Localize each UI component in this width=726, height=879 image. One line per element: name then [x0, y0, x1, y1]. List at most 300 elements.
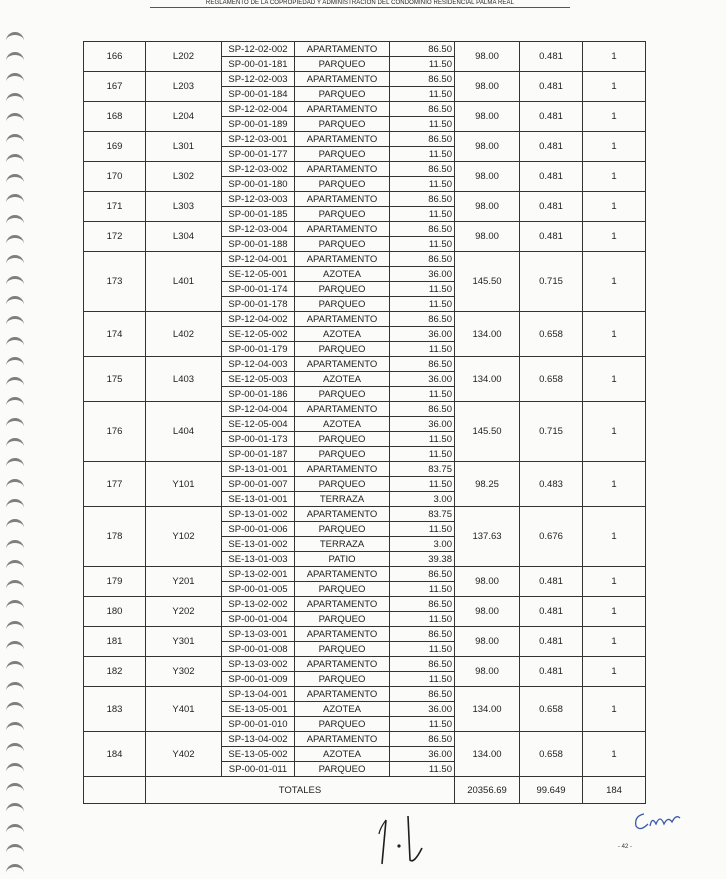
- area-value: 83.75: [390, 507, 455, 522]
- property-type: APARTAMENTO: [295, 627, 390, 642]
- binding-ring: [6, 93, 24, 104]
- property-type: APARTAMENTO: [295, 657, 390, 672]
- alicuota-value: 0.481: [520, 72, 583, 102]
- row-number: 169: [84, 132, 146, 162]
- row-number: 179: [84, 567, 146, 597]
- property-type: PARQUEO: [295, 762, 390, 777]
- cadastral-code: SP-00-01-180: [222, 177, 295, 192]
- property-type: PARQUEO: [295, 342, 390, 357]
- property-type: PARQUEO: [295, 387, 390, 402]
- alicuota-value: 0.658: [520, 687, 583, 732]
- property-type: AZOTEA: [295, 417, 390, 432]
- area-value: 11.50: [390, 717, 455, 732]
- binding-ring: [6, 560, 24, 571]
- property-type: PARQUEO: [295, 672, 390, 687]
- handwritten-initials: [630, 808, 690, 834]
- cadastral-code: SP-12-03-001: [222, 132, 295, 147]
- alicuota-value: 0.658: [520, 357, 583, 402]
- property-type: PARQUEO: [295, 87, 390, 102]
- property-type: PARQUEO: [295, 177, 390, 192]
- binding-ring: [6, 499, 24, 510]
- property-type: APARTAMENTO: [295, 687, 390, 702]
- alicuota-value: 0.481: [520, 192, 583, 222]
- total-area: 134.00: [455, 357, 520, 402]
- property-type: APARTAMENTO: [295, 162, 390, 177]
- area-value: 86.50: [390, 312, 455, 327]
- total-area: 134.00: [455, 687, 520, 732]
- cadastral-code: SP-00-01-189: [222, 117, 295, 132]
- binding-ring: [6, 194, 24, 205]
- area-value: 3.00: [390, 537, 455, 552]
- property-type: APARTAMENTO: [295, 507, 390, 522]
- unit-code: L301: [146, 132, 222, 162]
- row-number: 176: [84, 402, 146, 462]
- cadastral-code: SE-12-05-001: [222, 267, 295, 282]
- vote-count: 1: [583, 132, 646, 162]
- area-value: 11.50: [390, 87, 455, 102]
- binding-ring: [6, 134, 24, 145]
- binding-ring: [6, 702, 24, 713]
- cadastral-code: SP-00-01-009: [222, 672, 295, 687]
- table-body: [84, 42, 646, 804]
- area-value: 36.00: [390, 267, 455, 282]
- row-number: 171: [84, 192, 146, 222]
- vote-count: 1: [583, 102, 646, 132]
- area-value: 36.00: [390, 747, 455, 762]
- cadastral-code: SP-00-01-010: [222, 717, 295, 732]
- table-row: [84, 72, 646, 87]
- unit-code: Y302: [146, 657, 222, 687]
- property-type: PARQUEO: [295, 282, 390, 297]
- binding-ring: [6, 661, 24, 672]
- binding-ring: [6, 621, 24, 632]
- row-number: 167: [84, 72, 146, 102]
- property-type: PARQUEO: [295, 117, 390, 132]
- unit-code: Y202: [146, 597, 222, 627]
- row-number: 182: [84, 657, 146, 687]
- total-area: 145.50: [455, 402, 520, 462]
- totals-row: [84, 777, 646, 804]
- unit-code: L302: [146, 162, 222, 192]
- property-type: APARTAMENTO: [295, 357, 390, 372]
- cadastral-code: SP-00-01-177: [222, 147, 295, 162]
- unit-code: Y201: [146, 567, 222, 597]
- total-area: 98.00: [455, 102, 520, 132]
- cadastral-code: SP-00-01-184: [222, 87, 295, 102]
- property-type: APARTAMENTO: [295, 462, 390, 477]
- total-area: 134.00: [455, 732, 520, 777]
- total-area: 98.25: [455, 462, 520, 507]
- binding-ring: [6, 743, 24, 754]
- vote-count: 1: [583, 462, 646, 507]
- area-value: 11.50: [390, 297, 455, 312]
- table-row: [84, 192, 646, 207]
- area-value: 86.50: [390, 162, 455, 177]
- table-row: [84, 402, 646, 417]
- cadastral-code: SP-12-04-004: [222, 402, 295, 417]
- cadastral-code: SE-13-01-003: [222, 552, 295, 567]
- area-value: 86.50: [390, 252, 455, 267]
- total-area: 98.00: [455, 132, 520, 162]
- area-value: 86.50: [390, 402, 455, 417]
- unit-code: Y301: [146, 627, 222, 657]
- binding-ring: [6, 377, 24, 388]
- grand-total-alicuota: 99.649: [520, 777, 583, 804]
- unit-code: L404: [146, 402, 222, 462]
- cadastral-code: SP-00-01-188: [222, 237, 295, 252]
- binding-ring: [6, 215, 24, 226]
- total-area: 98.00: [455, 192, 520, 222]
- row-number: 173: [84, 252, 146, 312]
- total-area: 98.00: [455, 627, 520, 657]
- cadastral-code: SP-13-01-002: [222, 507, 295, 522]
- unit-code: Y102: [146, 507, 222, 567]
- property-type: PATIO: [295, 552, 390, 567]
- area-value: 11.50: [390, 477, 455, 492]
- row-number: 166: [84, 42, 146, 72]
- table-row: [84, 627, 646, 642]
- binding-ring: [6, 458, 24, 469]
- row-number: 181: [84, 627, 146, 657]
- property-type: PARQUEO: [295, 447, 390, 462]
- binding-ring: [6, 174, 24, 185]
- alicuota-value: 0.481: [520, 657, 583, 687]
- area-value: 11.50: [390, 447, 455, 462]
- table-row: [84, 312, 646, 327]
- totals-blank-cell: [84, 777, 146, 804]
- binding-ring: [6, 722, 24, 733]
- total-area: 134.00: [455, 312, 520, 357]
- cadastral-code: SE-12-05-004: [222, 417, 295, 432]
- row-number: 175: [84, 357, 146, 402]
- vote-count: 1: [583, 567, 646, 597]
- property-type: PARQUEO: [295, 207, 390, 222]
- cadastral-code: SP-12-02-002: [222, 42, 295, 57]
- row-number: 183: [84, 687, 146, 732]
- area-value: 86.50: [390, 732, 455, 747]
- vote-count: 1: [583, 72, 646, 102]
- area-value: 11.50: [390, 282, 455, 297]
- cadastral-code: SP-00-01-181: [222, 57, 295, 72]
- cadastral-code: SP-13-03-001: [222, 627, 295, 642]
- cadastral-code: SP-13-04-001: [222, 687, 295, 702]
- binding-ring: [6, 113, 24, 124]
- cadastral-code: SP-12-03-004: [222, 222, 295, 237]
- area-value: 86.50: [390, 192, 455, 207]
- area-value: 86.50: [390, 42, 455, 57]
- table-row: [84, 102, 646, 117]
- table-row: [84, 732, 646, 747]
- total-area: 98.00: [455, 162, 520, 192]
- area-value: 11.50: [390, 147, 455, 162]
- binding-ring: [6, 296, 24, 307]
- cadastral-code: SP-13-02-002: [222, 597, 295, 612]
- vote-count: 1: [583, 192, 646, 222]
- table-row: [84, 687, 646, 702]
- area-value: 86.50: [390, 102, 455, 117]
- cadastral-code: SE-13-05-002: [222, 747, 295, 762]
- property-type: PARQUEO: [295, 582, 390, 597]
- binding-ring: [6, 32, 24, 43]
- property-type: APARTAMENTO: [295, 567, 390, 582]
- area-value: 36.00: [390, 417, 455, 432]
- property-type: TERRAZA: [295, 492, 390, 507]
- table-row: [84, 162, 646, 177]
- property-type: AZOTEA: [295, 327, 390, 342]
- unit-code: Y101: [146, 462, 222, 507]
- property-type: APARTAMENTO: [295, 222, 390, 237]
- table-row: [84, 357, 646, 372]
- cadastral-code: SP-13-04-002: [222, 732, 295, 747]
- area-value: 83.75: [390, 462, 455, 477]
- handwritten-signature: [378, 810, 438, 868]
- vote-count: 1: [583, 312, 646, 357]
- unit-allocation-table: [83, 41, 646, 804]
- cadastral-code: SP-12-04-002: [222, 312, 295, 327]
- cadastral-code: SE-13-01-001: [222, 492, 295, 507]
- property-type: PARQUEO: [295, 717, 390, 732]
- grand-total-votes: 184: [583, 777, 646, 804]
- unit-code: L402: [146, 312, 222, 357]
- alicuota-value: 0.481: [520, 597, 583, 627]
- alicuota-value: 0.481: [520, 42, 583, 72]
- unit-code: L403: [146, 357, 222, 402]
- binding-ring: [6, 255, 24, 266]
- area-value: 86.50: [390, 597, 455, 612]
- binding-ring: [6, 682, 24, 693]
- cadastral-code: SE-13-01-002: [222, 537, 295, 552]
- alicuota-value: 0.676: [520, 507, 583, 567]
- row-number: 170: [84, 162, 146, 192]
- area-value: 86.50: [390, 627, 455, 642]
- alicuota-value: 0.481: [520, 567, 583, 597]
- totals-label: TOTALES: [146, 777, 455, 804]
- total-area: 98.00: [455, 72, 520, 102]
- vote-count: 1: [583, 402, 646, 462]
- area-value: 86.50: [390, 687, 455, 702]
- total-area: 98.00: [455, 597, 520, 627]
- binding-ring: [6, 438, 24, 449]
- row-number: 177: [84, 462, 146, 507]
- total-area: 98.00: [455, 222, 520, 252]
- table-row: [84, 462, 646, 477]
- area-value: 11.50: [390, 117, 455, 132]
- alicuota-value: 0.715: [520, 252, 583, 312]
- area-value: 11.50: [390, 57, 455, 72]
- alicuota-value: 0.483: [520, 462, 583, 507]
- property-type: AZOTEA: [295, 372, 390, 387]
- binding-ring: [6, 73, 24, 84]
- row-number: 180: [84, 597, 146, 627]
- area-value: 11.50: [390, 207, 455, 222]
- unit-code: Y401: [146, 687, 222, 732]
- binding-ring: [6, 641, 24, 652]
- binding-ring: [6, 864, 24, 875]
- vote-count: 1: [583, 162, 646, 192]
- property-type: PARQUEO: [295, 642, 390, 657]
- cadastral-code: SP-00-01-008: [222, 642, 295, 657]
- binding-ring: [6, 235, 24, 246]
- property-type: APARTAMENTO: [295, 312, 390, 327]
- binding-ring: [6, 803, 24, 814]
- row-number: 168: [84, 102, 146, 132]
- binding-ring: [6, 276, 24, 287]
- area-value: 11.50: [390, 342, 455, 357]
- page-number: - 42 -: [618, 844, 633, 850]
- property-type: TERRAZA: [295, 537, 390, 552]
- binding-ring: [6, 397, 24, 408]
- property-type: APARTAMENTO: [295, 597, 390, 612]
- cadastral-code: SP-00-01-179: [222, 342, 295, 357]
- document-header: REGLAMENTO DE LA COPROPIEDAD Y ADMINISTRACIÓN DEL CONDOMINIO RESIDENCIAL PALMA REAL: [150, 0, 570, 8]
- property-type: PARQUEO: [295, 477, 390, 492]
- row-number: 184: [84, 732, 146, 777]
- area-value: 86.50: [390, 357, 455, 372]
- alicuota-value: 0.481: [520, 102, 583, 132]
- area-value: 36.00: [390, 702, 455, 717]
- area-value: 86.50: [390, 222, 455, 237]
- alicuota-value: 0.715: [520, 402, 583, 462]
- area-value: 11.50: [390, 642, 455, 657]
- area-value: 86.50: [390, 72, 455, 87]
- cadastral-code: SP-13-03-002: [222, 657, 295, 672]
- total-area: 137.63: [455, 507, 520, 567]
- cadastral-code: SP-00-01-011: [222, 762, 295, 777]
- unit-code: L401: [146, 252, 222, 312]
- table-row: [84, 567, 646, 582]
- vote-count: 1: [583, 357, 646, 402]
- binding-ring: [6, 52, 24, 63]
- area-value: 11.50: [390, 762, 455, 777]
- binding-ring: [6, 337, 24, 348]
- total-area: 98.00: [455, 567, 520, 597]
- alicuota-value: 0.481: [520, 222, 583, 252]
- binding-ring: [6, 844, 24, 855]
- cadastral-code: SP-00-01-186: [222, 387, 295, 402]
- table-row: [84, 132, 646, 147]
- binding-ring: [6, 316, 24, 327]
- vote-count: 1: [583, 657, 646, 687]
- cadastral-code: SP-00-01-173: [222, 432, 295, 447]
- unit-code: L204: [146, 102, 222, 132]
- vote-count: 1: [583, 597, 646, 627]
- spiral-binding: [0, 0, 30, 879]
- property-type: PARQUEO: [295, 522, 390, 537]
- unit-code: L304: [146, 222, 222, 252]
- row-number: 178: [84, 507, 146, 567]
- binding-ring: [6, 418, 24, 429]
- property-type: APARTAMENTO: [295, 72, 390, 87]
- alicuota-value: 0.481: [520, 627, 583, 657]
- alicuota-value: 0.658: [520, 732, 583, 777]
- cadastral-code: SP-12-02-003: [222, 72, 295, 87]
- cadastral-code: SP-00-01-178: [222, 297, 295, 312]
- area-value: 11.50: [390, 522, 455, 537]
- vote-count: 1: [583, 222, 646, 252]
- cadastral-code: SP-12-03-003: [222, 192, 295, 207]
- property-type: APARTAMENTO: [295, 42, 390, 57]
- row-number: 174: [84, 312, 146, 357]
- binding-ring: [6, 783, 24, 794]
- cadastral-code: SP-00-01-185: [222, 207, 295, 222]
- alicuota-value: 0.481: [520, 162, 583, 192]
- vote-count: 1: [583, 507, 646, 567]
- unit-code: Y402: [146, 732, 222, 777]
- total-area: 145.50: [455, 252, 520, 312]
- area-value: 86.50: [390, 657, 455, 672]
- cadastral-code: SP-00-01-004: [222, 612, 295, 627]
- binding-ring: [6, 479, 24, 490]
- cadastral-code: SP-00-01-005: [222, 582, 295, 597]
- binding-ring: [6, 357, 24, 368]
- property-type: PARQUEO: [295, 147, 390, 162]
- binding-ring: [6, 519, 24, 530]
- area-value: 11.50: [390, 432, 455, 447]
- cadastral-code: SE-12-05-003: [222, 372, 295, 387]
- property-type: APARTAMENTO: [295, 102, 390, 117]
- area-value: 11.50: [390, 672, 455, 687]
- total-area: 98.00: [455, 657, 520, 687]
- property-type: AZOTEA: [295, 267, 390, 282]
- cadastral-code: SP-13-01-001: [222, 462, 295, 477]
- area-value: 3.00: [390, 492, 455, 507]
- property-type: APARTAMENTO: [295, 252, 390, 267]
- total-area: 98.00: [455, 42, 520, 72]
- property-type: APARTAMENTO: [295, 402, 390, 417]
- property-type: PARQUEO: [295, 237, 390, 252]
- area-value: 86.50: [390, 567, 455, 582]
- cadastral-code: SP-12-04-001: [222, 252, 295, 267]
- binding-ring: [6, 540, 24, 551]
- alicuota-value: 0.481: [520, 132, 583, 162]
- vote-count: 1: [583, 42, 646, 72]
- area-value: 11.50: [390, 612, 455, 627]
- binding-ring: [6, 154, 24, 165]
- table-row: [84, 42, 646, 57]
- vote-count: 1: [583, 687, 646, 732]
- area-value: 11.50: [390, 177, 455, 192]
- table-row: [84, 507, 646, 522]
- cadastral-code: SP-13-02-001: [222, 567, 295, 582]
- binding-ring: [6, 763, 24, 774]
- vote-count: 1: [583, 252, 646, 312]
- table-row: [84, 597, 646, 612]
- area-value: 36.00: [390, 372, 455, 387]
- property-type: PARQUEO: [295, 432, 390, 447]
- property-type: APARTAMENTO: [295, 132, 390, 147]
- unit-code: L203: [146, 72, 222, 102]
- property-type: PARQUEO: [295, 57, 390, 72]
- property-type: PARQUEO: [295, 297, 390, 312]
- cadastral-code: SE-13-05-001: [222, 702, 295, 717]
- cadastral-code: SP-00-01-007: [222, 477, 295, 492]
- cadastral-code: SP-12-03-002: [222, 162, 295, 177]
- vote-count: 1: [583, 627, 646, 657]
- area-value: 86.50: [390, 132, 455, 147]
- cadastral-code: SP-12-02-004: [222, 102, 295, 117]
- binding-ring: [6, 824, 24, 835]
- area-value: 11.50: [390, 582, 455, 597]
- table-row: [84, 657, 646, 672]
- area-value: 11.50: [390, 237, 455, 252]
- table-row: [84, 222, 646, 237]
- area-value: 39.38: [390, 552, 455, 567]
- cadastral-code: SP-00-01-187: [222, 447, 295, 462]
- binding-ring: [6, 600, 24, 611]
- property-type: PARQUEO: [295, 612, 390, 627]
- unit-code: L202: [146, 42, 222, 72]
- property-type: APARTAMENTO: [295, 192, 390, 207]
